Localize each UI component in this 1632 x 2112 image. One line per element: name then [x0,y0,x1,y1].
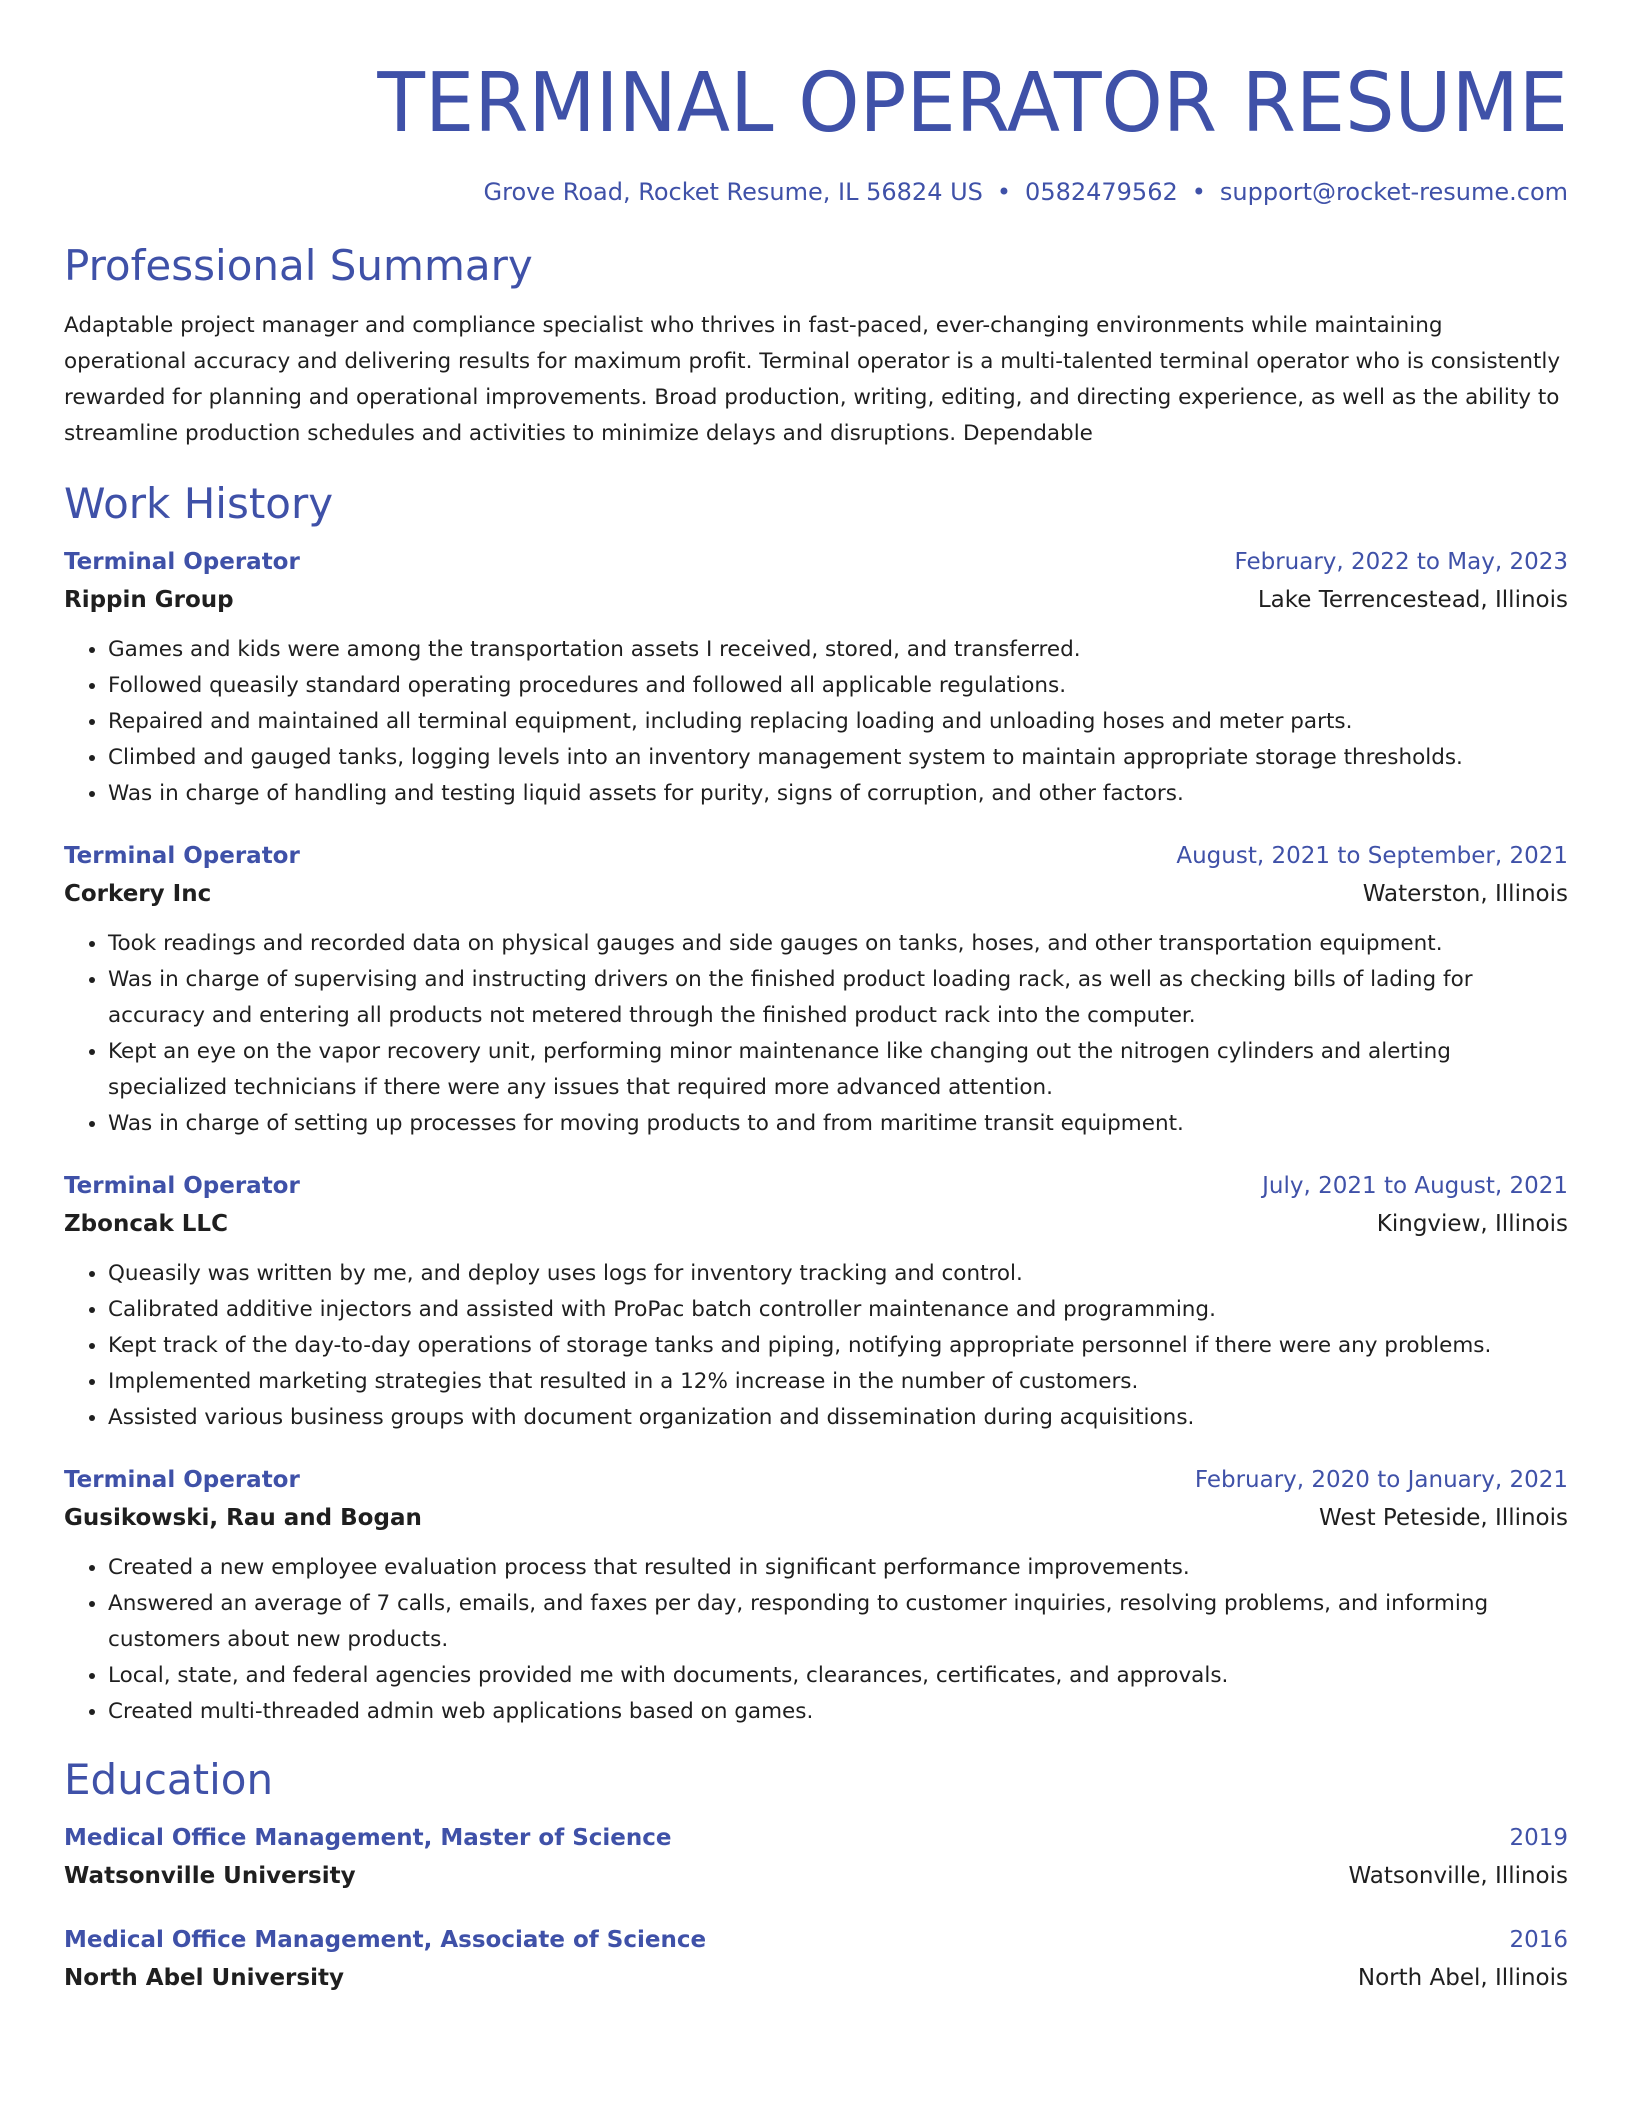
job-company-row [64,874,1568,914]
education-year: 2016 [1509,1927,1568,1953]
contact-address: Grove Road, Rocket Resume, IL 56824 US [483,178,983,206]
list-item: • Climbed and gauged tanks, logging levels into an inventory management system to maintain appropriate storage thresholds. [108,740,1568,776]
job-location: Lake Terrencestead, Illinois [1257,587,1568,613]
job-entry [64,838,1568,1142]
job-location: Waterston, Illinois [1362,881,1568,907]
job-dates: July, 2021 to August, 2021 [1262,1173,1568,1199]
job-header-row [64,1462,1568,1498]
education-location: Watsonville, Illinois [1348,1863,1568,1889]
list-item: • Repaired and maintained all terminal equipment, including replacing loading and unloading hoses and meter parts. [108,704,1568,740]
education-heading: Education [64,1755,274,1804]
list-item: • Was in charge of setting up processes for moving products to and from maritime transit equipment. [108,1106,1568,1142]
job-company-row [64,1204,1568,1244]
list-item: • Implemented marketing strategies that resulted in a 12% increase in the number of customers. [108,1364,1568,1400]
job-company: Rippin Group [64,587,234,613]
job-dates: February, 2020 to January, 2021 [1194,1467,1568,1493]
education-header-row [64,1922,1568,1958]
contact-separator: • [996,178,1012,206]
list-item: • Answered an average of 7 calls, emails, and faxes per day, responding to customer inquiries, resolving problems, and informing customers about new products. [108,1586,1568,1658]
job-company: Gusikowski, Rau and Bogan [64,1505,422,1531]
summary-text: Adaptable project manager and compliance specialist who thrives in fast-paced, ever-changing environments while maintaining operational accuracy and delivering results for maximum profit. Terminal operator is a multi-talented terminal operator who is consistently rewarded for planning and operational improvements. Broad production, writing, editing, and directing experience, as well as the ability to streamline production schedules and activities to minimize delays and disruptions. Dependable [64,313,1561,446]
job-header-row [64,838,1568,874]
list-item: • Queasily was written by me, and deploy uses logs for inventory tracking and control. [108,1256,1568,1292]
list-item: • Was in charge of supervising and instructing drivers on the finished product loading rack, as well as checking bills of lading for accuracy and entering all products not metered through the finished product rack into the computer. [108,962,1568,1034]
summary-heading: Professional Summary [64,241,533,290]
contact-email: support@rocket-resume.com [1219,178,1568,206]
job-company-row [64,1498,1568,1538]
job-dates: August, 2021 to September, 2021 [1176,843,1568,869]
summary-section [64,240,1568,452]
job-title: Terminal Operator [64,1467,300,1493]
list-item: • Followed queasily standard operating procedures and followed all applicable regulations. [108,668,1568,704]
job-entry [64,1462,1568,1730]
list-item: • Created a new employee evaluation process that resulted in significant performance improvements. [108,1550,1568,1586]
list-item: • Kept track of the day-to-day operations of storage tanks and piping, notifying appropriate personnel if there were any problems. [108,1328,1568,1364]
job-title: Terminal Operator [64,549,300,575]
education-school: North Abel University [64,1965,344,1991]
list-item: • Was in charge of handling and testing liquid assets for purity, signs of corruption, and other factors. [108,776,1568,812]
contact-line [64,176,1568,208]
education-school-row [64,1856,1568,1896]
job-title: Terminal Operator [64,843,300,869]
job-location: West Peteside, Illinois [1319,1505,1568,1531]
list-item: • Created multi-threaded admin web applications based on games. [108,1694,1568,1730]
education-location: North Abel, Illinois [1357,1965,1568,1991]
contact-phone: 0582479562 [1025,178,1178,206]
list-item: • Calibrated additive injectors and assisted with ProPac batch controller maintenance and programming. [108,1292,1568,1328]
job-bullets [64,632,1568,812]
list-item: • Kept an eye on the vapor recovery unit, performing minor maintenance like changing out the nitrogen cylinders and alerting specialized technicians if there were any issues that required more advanced attention. [108,1034,1568,1106]
education-entry [64,1922,1568,1998]
job-location: Kingview, Illinois [1376,1211,1568,1237]
education-year: 2019 [1509,1825,1568,1851]
job-company: Corkery Inc [64,881,212,907]
education-section [64,1754,1568,1998]
education-school-row [64,1958,1568,1998]
job-dates: February, 2022 to May, 2023 [1234,549,1568,575]
list-item: • Local, state, and federal agencies provided me with documents, clearances, certificates, and approvals. [108,1658,1568,1694]
work-history-section [64,478,1568,1730]
job-company: Zboncak LLC [64,1211,228,1237]
job-header-row [64,544,1568,580]
list-item: • Games and kids were among the transportation assets I received, stored, and transferred. [108,632,1568,668]
education-school: Watsonville University [64,1863,356,1889]
education-header-row [64,1820,1568,1856]
job-bullets [64,1256,1568,1436]
education-entry [64,1820,1568,1896]
education-degree: Medical Office Management, Master of Science [64,1825,672,1851]
list-item: • Took readings and recorded data on physical gauges and side gauges on tanks, hoses, and other transportation equipment. [108,926,1568,962]
job-bullets [64,926,1568,1142]
job-title: Terminal Operator [64,1173,300,1199]
contact-separator: • [1191,178,1206,206]
job-bullets [64,1550,1568,1730]
list-item: • Assisted various business groups with document organization and dissemination during acquisitions. [108,1400,1568,1436]
job-entry [64,1168,1568,1436]
job-header-row [64,1168,1568,1204]
job-entry [64,544,1568,812]
resume-title: TERMINAL OPERATOR RESUME [377,56,1568,151]
work-history-heading: Work History [64,479,334,528]
education-degree: Medical Office Management, Associate of Science [64,1927,707,1953]
job-company-row [64,580,1568,620]
